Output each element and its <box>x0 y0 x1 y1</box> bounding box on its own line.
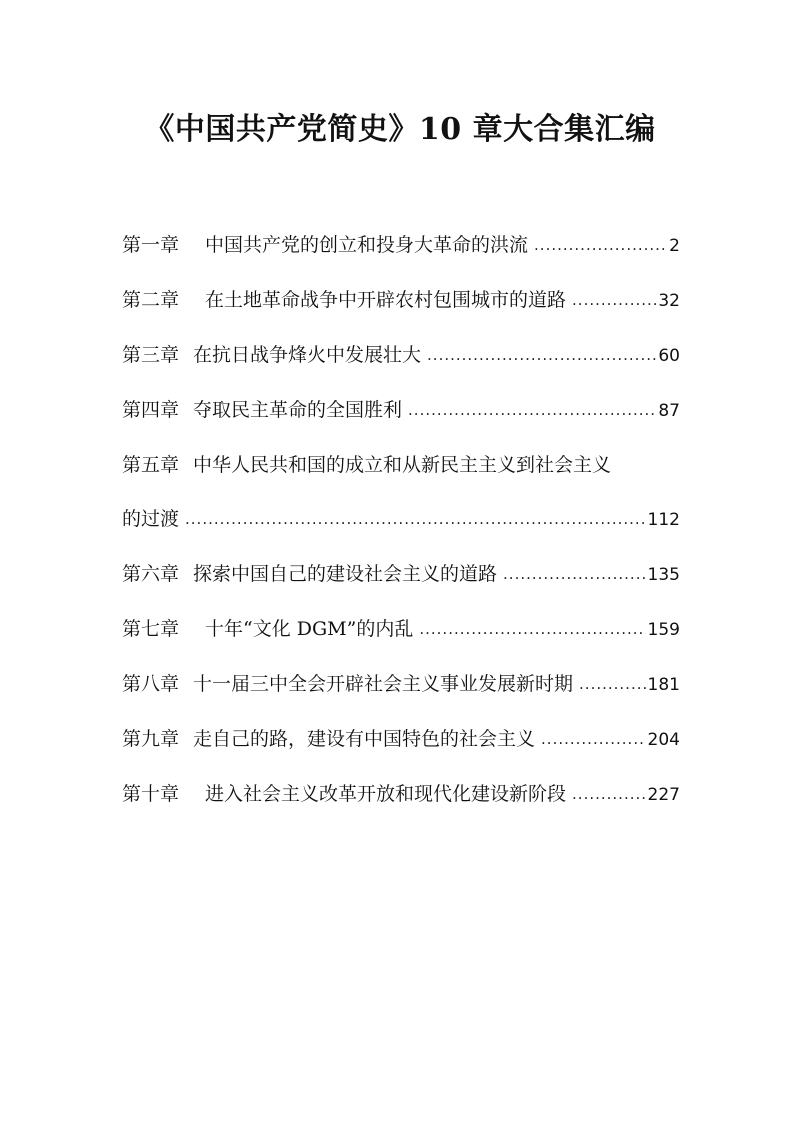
chapter-label: 第三章 <box>122 344 180 366</box>
chapter-label: 第五章 <box>122 454 180 476</box>
toc-entry-8[interactable] <box>122 667 680 701</box>
dot-leader <box>419 612 645 646</box>
chapter-label: 第九章 <box>122 728 180 750</box>
page-number: 112 <box>647 510 680 530</box>
chapter-label: 第七章 <box>122 618 180 640</box>
page-number: 60 <box>658 346 680 366</box>
chapter-title-continued: 的过渡 <box>122 508 180 530</box>
chapter-title: 在土地革命战争中开辟农村包围城市的道路 <box>205 289 567 311</box>
chapter-label: 第二章 <box>122 289 180 311</box>
dot-leader <box>572 777 646 811</box>
toc-entry-3[interactable] <box>122 338 680 372</box>
page-number: 32 <box>658 291 680 311</box>
page-number: 159 <box>647 620 680 640</box>
chapter-title: 在抗日战争烽火中发展壮大 <box>193 344 422 366</box>
chapter-title: 探索中国自己的建设社会主义的道路 <box>193 563 498 585</box>
document-title: 《中国共产党简史》10 章大合集汇编 <box>144 112 656 147</box>
page-number: 87 <box>658 401 680 421</box>
chapter-label: 第一章 <box>122 234 180 256</box>
toc-line <box>122 228 680 262</box>
chapter-title: 夺取民主革命的全国胜利 <box>193 399 403 421</box>
toc-entry-4[interactable] <box>122 393 680 427</box>
toc-line <box>122 283 680 317</box>
toc-line-continued <box>122 502 680 536</box>
toc-entry-1[interactable] <box>122 228 680 262</box>
page-number: 204 <box>647 730 680 750</box>
dot-leader <box>185 502 646 536</box>
page-number: 135 <box>647 565 680 585</box>
chapter-title: 十年“文化 DGM”的内乱 <box>205 618 414 640</box>
chapter-title: 十一届三中全会开辟社会主义事业发展新时期 <box>193 673 574 695</box>
dot-leader <box>427 338 656 372</box>
chapter-title: 中华人民共和国的成立和从新民主主义到社会主义 <box>193 454 612 476</box>
chapter-title: 走自己的路，建设有中国特色的社会主义 <box>193 728 536 750</box>
dot-leader <box>541 722 646 756</box>
toc-entry-10[interactable] <box>122 777 680 811</box>
chapter-title: 中国共产党的创立和投身大革命的洪流 <box>205 234 529 256</box>
toc-entry-2[interactable] <box>122 283 680 317</box>
toc-line <box>122 667 680 701</box>
toc-entry-9[interactable] <box>122 722 680 756</box>
toc-entry-7[interactable] <box>122 612 680 646</box>
toc-line <box>122 722 680 756</box>
toc-entry-5[interactable] <box>122 448 680 536</box>
dot-leader <box>503 557 646 591</box>
toc-line <box>122 557 680 591</box>
dot-leader <box>534 228 667 262</box>
page-number: 181 <box>647 675 680 695</box>
toc-line <box>122 338 680 372</box>
toc-line <box>122 777 680 811</box>
page-number: 227 <box>647 785 680 805</box>
toc-entry-6[interactable] <box>122 557 680 591</box>
chapter-title: 进入社会主义改革开放和现代化建设新阶段 <box>205 783 567 805</box>
toc-line <box>122 612 680 646</box>
dot-leader <box>408 393 656 427</box>
chapter-label: 第十章 <box>122 783 180 805</box>
page-number: 2 <box>669 236 680 256</box>
chapter-label: 第六章 <box>122 563 180 585</box>
toc-line <box>122 393 680 427</box>
chapter-label: 第四章 <box>122 399 180 421</box>
chapter-label: 第八章 <box>122 673 180 695</box>
toc-line <box>122 448 680 482</box>
dot-leader <box>572 283 656 317</box>
dot-leader <box>579 667 646 701</box>
table-of-contents <box>122 228 680 832</box>
